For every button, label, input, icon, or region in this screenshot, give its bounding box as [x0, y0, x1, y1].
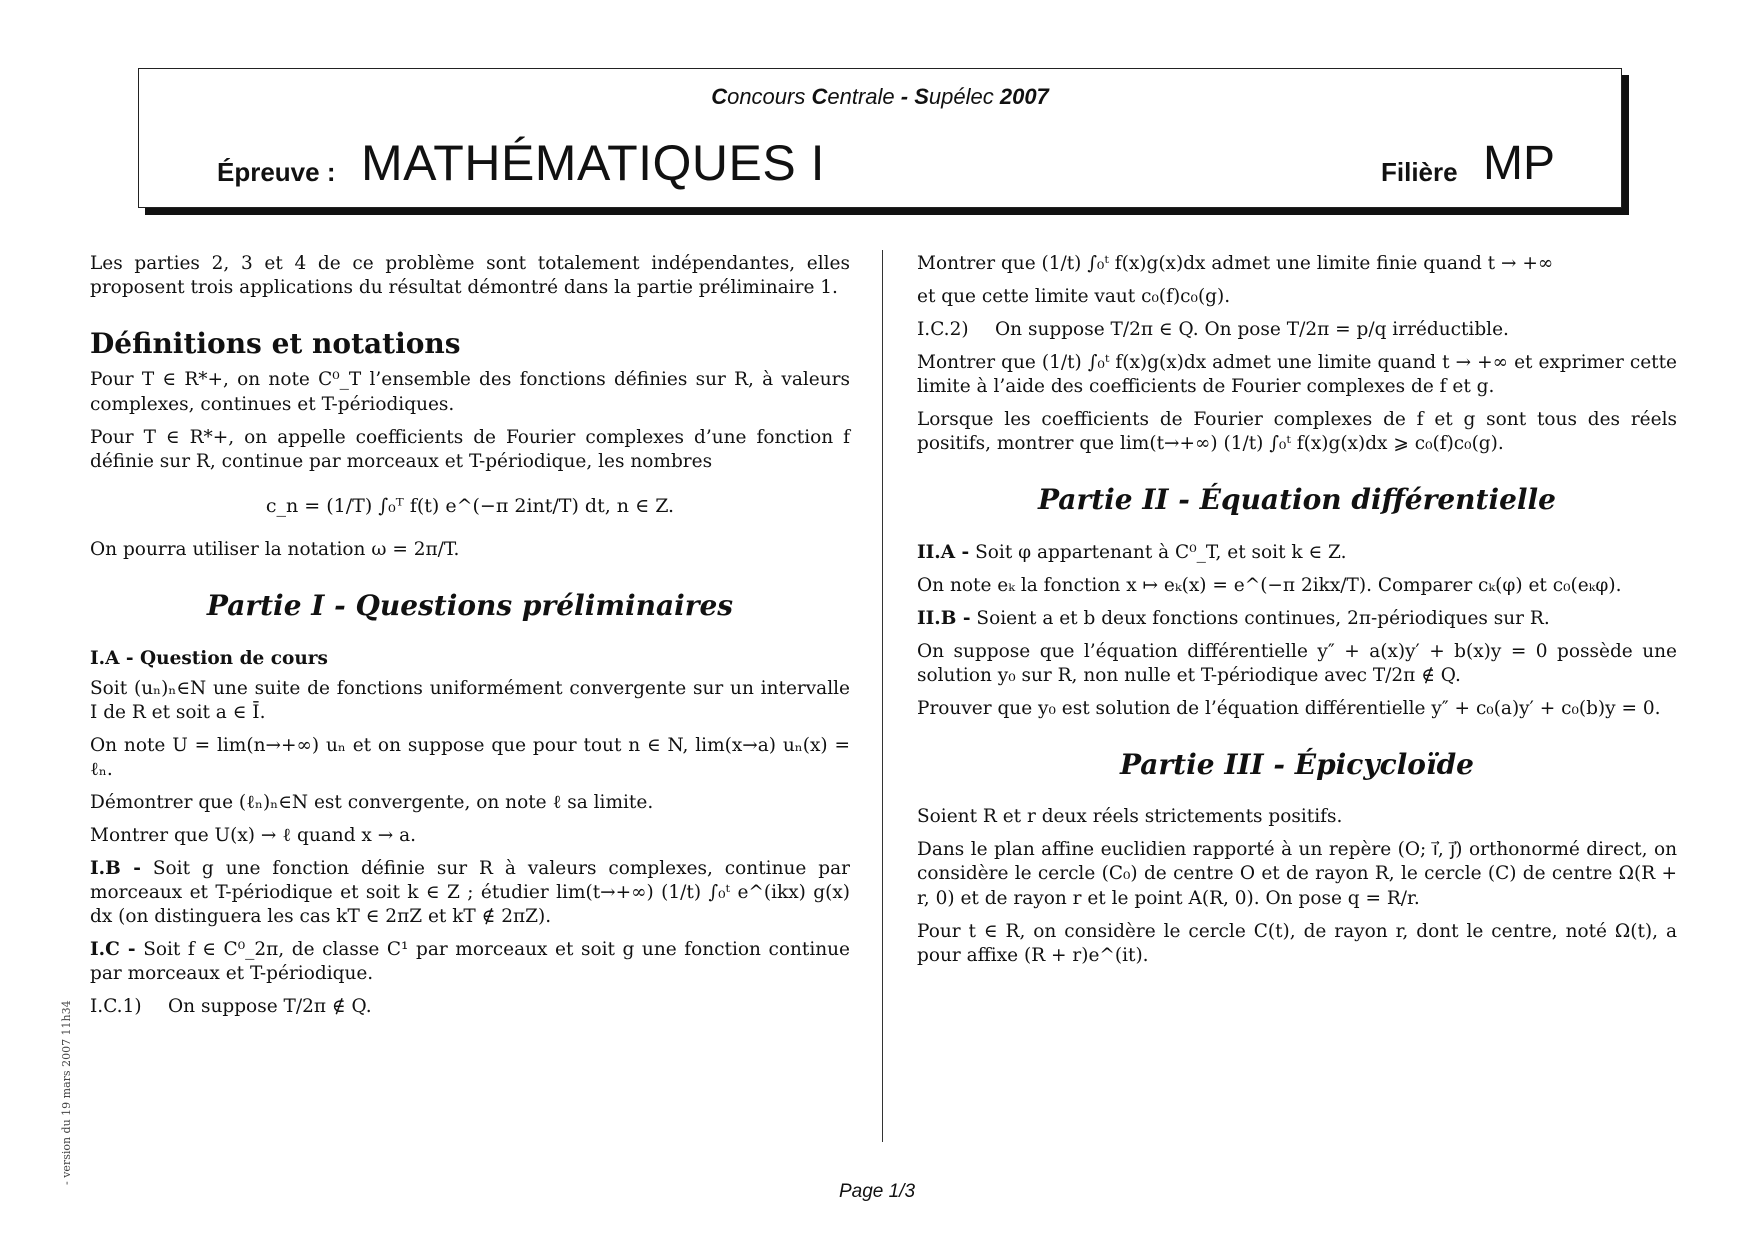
part1-title: Partie I - Questions préliminaires [206, 589, 734, 623]
filiere-label: Filière [1381, 157, 1458, 187]
IIA-label: II.A - [917, 541, 970, 563]
right-p4: Lorsque les coefficients de Fourier complexes de f et g sont tous des réels positifs, montrer que lim(t→+∞) (1/t) ∫₀ᵗ f(x)g(x)dx ⩾ c₀(f)c₀(g). [917, 409, 1677, 455]
IC-label: I.C - [90, 939, 136, 961]
header-box [138, 68, 1622, 208]
IC2-label: I.C.2) [917, 319, 969, 341]
IC-text: Soit f ∈ C⁰_2π, de classe C¹ par morceaux et soit g une fonction continue par morceaux et T-périodique. [90, 939, 851, 985]
IA-p1: Soit (uₙ)ₙ∈N une suite de fonctions uniformément convergente sur un intervalle I de R et soit a ∈ Ī. [90, 677, 850, 723]
column-divider [882, 250, 883, 1142]
IIB-text: Soient a et b deux fonctions continues, 2π-périodiques sur R. [976, 607, 1550, 629]
epreuve-label: Épreuve : [217, 157, 336, 187]
IB-text: Soit g une fonction définie sur R à valeurs complexes, continue par morceaux et T-périodique et soit k ∈ Z ; étudier lim(t→+∞) (1/t) ∫₀ᵗ e^(ikx) g(x) dx (on distinguera les cas kT ∈ 2πZ et kT ∉ 2πZ). [90, 858, 850, 928]
IIA-p2: On note eₖ la fonction x ↦ eₖ(x) = e^(−π 2ikx/T). Comparer cₖ(φ) et c₀(eₖφ). [917, 574, 1622, 596]
IA-p3: Démontrer que (ℓₙ)ₙ∈N est convergente, on note ℓ sa limite. [90, 792, 654, 814]
part3-title: Partie III - Épicycloïde [1119, 748, 1474, 781]
IB-paragraph [90, 857, 850, 929]
IIB-label: II.B - [917, 607, 971, 629]
part2-title: Partie II - Équation différentielle [1038, 483, 1556, 517]
intro-paragraph: Les parties 2, 3 et 4 de ce problème sont totalement indépendantes, elles proposent trois applications du résultat démontré dans la partie préliminaire 1. [90, 253, 850, 299]
fourier-formula: c_n = (1/T) ∫₀ᵀ f(t) e^(−π 2int/T) dt, n ∈ Z. [265, 494, 675, 517]
IA-p2: On note U = lim(n→+∞) uₙ et on suppose que pour tout n ∈ N, lim(x→a) uₙ(x) = ℓₙ. [90, 734, 850, 780]
IB-label: I.B - [90, 858, 141, 880]
right-p1: Montrer que (1/t) ∫₀ᵗ f(x)g(x)dx admet une limite finie quand t → +∞ [917, 253, 1554, 274]
IA-title: I.A - Question de cours [90, 647, 328, 669]
IIB-paragraph [917, 607, 1677, 631]
contest-title: Concours Centrale - Supélec 2007 [711, 84, 1049, 109]
definitions-p1: Pour T ∈ R*+, on note C⁰_T l’ensemble des fonctions définies sur R, à valeurs complexes, continues et T-périodiques. [90, 369, 850, 415]
part3-p1: Soient R et r deux réels strictements positifs. [917, 806, 1343, 828]
epreuve-title: MATHÉMATIQUES I [361, 135, 825, 191]
right-p2: et que cette limite vaut c₀(f)c₀(g). [917, 286, 1231, 308]
IA-p4: Montrer que U(x) → ℓ quand x → a. [90, 825, 417, 847]
IC1-paragraph [90, 995, 850, 1019]
right-p3: Montrer que (1/t) ∫₀ᵗ f(x)g(x)dx admet une limite quand t → +∞ et exprimer cette limite à l’aide des coefficients de Fourier complexes de f et g. [917, 352, 1677, 398]
IC1-label: I.C.1) [90, 996, 142, 1018]
definitions-p3: On pourra utiliser la notation ω = 2π/T. [90, 539, 460, 561]
IIB-p2: On suppose que l’équation différentielle y″ + a(x)y′ + b(x)y = 0 possède une solution y₀ sur R, non nulle et T-périodique avec T/2π ∉ Q. [917, 640, 1677, 686]
part3-p2: Dans le plan affine euclidien rapporté à un repère (O; i⃗, j⃗) orthonormé direct, on considère le cercle (C₀) de centre O et de rayon R, le cercle (C) de centre Ω(R + r, 0) et de rayon r et le point A(R, 0). On pose q = R/r. [917, 839, 1677, 909]
IIA-text: Soit φ appartenant à C⁰_T, et soit k ∈ Z. [975, 541, 1347, 563]
IC1-text: On suppose T/2π ∉ Q. [168, 996, 372, 1018]
part3-p3: Pour t ∈ R, on considère le cercle C(t), de rayon r, dont le centre, noté Ω(t), a pour affixe (R + r)e^(it). [917, 920, 1677, 966]
filiere-value: MP [1483, 137, 1555, 190]
IIA-paragraph [917, 541, 1677, 565]
right-column [917, 252, 1677, 977]
version-note: - version du 19 mars 2007 11h34 [60, 1000, 73, 1185]
definitions-p2: Pour T ∈ R*+, on appelle coefficients de Fourier complexes d’une fonction f définie sur R, continue par morceaux et T-périodique, les nombres [90, 426, 850, 472]
page-number: Page 1/3 [838, 1181, 916, 1202]
definitions-title: Définitions et notations [90, 327, 461, 361]
IIB-p3: Prouver que y₀ est solution de l’équation différentielle y″ + c₀(a)y′ + c₀(b)y = 0. [917, 697, 1661, 719]
IC2-text: On suppose T/2π ∈ Q. On pose T/2π = p/q irréductible. [995, 319, 1509, 341]
IC-paragraph [90, 938, 850, 986]
IC2-paragraph [917, 318, 1677, 342]
left-column [90, 252, 850, 1028]
